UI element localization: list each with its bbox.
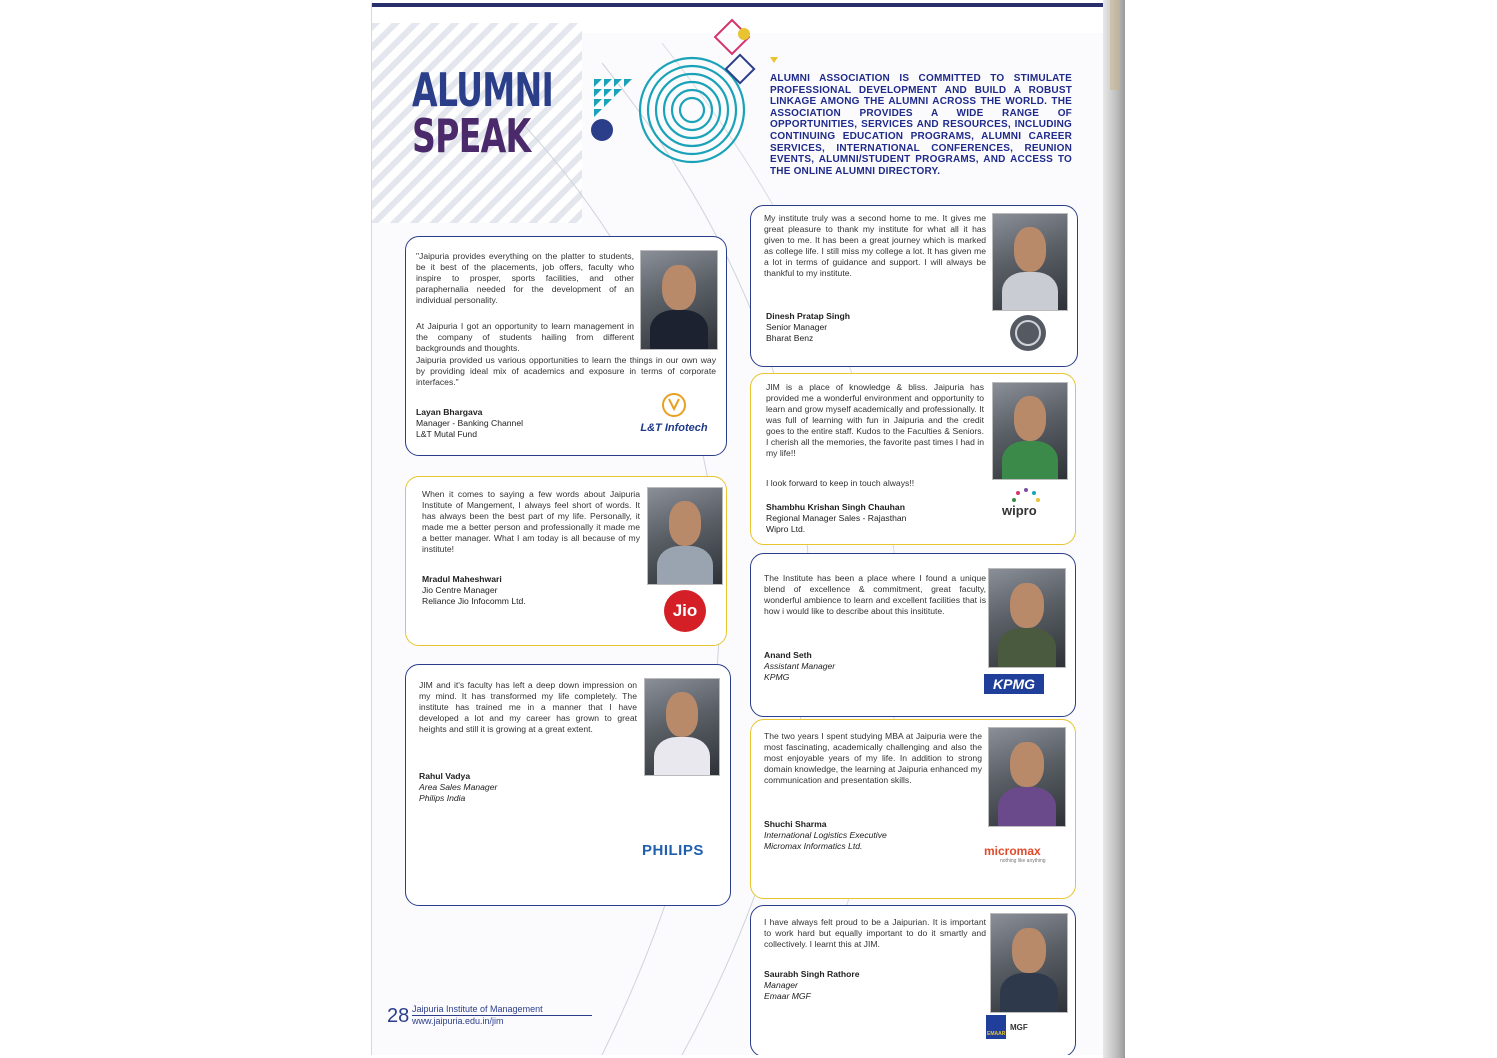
photo-dinesh	[992, 213, 1068, 311]
quote-layan-1: "Jaipuria provides everything on the platter to students, be it best of the placements, job offers, faculty who inspire to prosper, sports facilities, and other paraphernalia needed for the development of an individual personality.	[416, 251, 634, 305]
photo-anand	[988, 568, 1066, 668]
photo-layan	[640, 250, 718, 350]
decor-graphics	[582, 17, 782, 167]
spine-edge	[1110, 0, 1120, 90]
photo-rahul	[644, 678, 720, 776]
quote-shuchi: The two years I spent studying MBA at Jaipuria were the most fascinating, academically challenging and also the most enjoyable years of my life. In addition to strong domain knowledge, the learning at Jaipuria enhanced my communication and presentation skills.	[764, 731, 982, 785]
name-layan: Layan Bhargava Manager - Banking Channel L&T Mutal Fund	[416, 407, 524, 439]
quote-mradul: When it comes to saying a few words about Jaipuria Institute of Mangement, I always feel short of words. It has always been the best part of my life. Personally, it made me a better person and professionally it made me a better manager. What I am today is all because of my institute!	[422, 489, 640, 554]
logo-kpmg: KPMG	[984, 674, 1044, 694]
photo-shuchi	[988, 727, 1066, 827]
quote-layan-3: Jaipuria provided us various opportunities to learn the things in our own way by providing ideal mix of academics and exposure in terms of corporate interfaces."	[416, 355, 716, 387]
logo-philips: PHILIPS	[642, 842, 704, 859]
quote-rahul: JIM and it's faculty has left a deep down impression on my mind. It has transformed my life completely. The institute has trained me in a manner that I have developed a lot and my career has grown to great heights and still it is growing at a great extent.	[419, 680, 637, 734]
quote-shambhu: JIM is a place of knowledge & bliss. Jaipuria has provided me a wonderful environment and opportunity to learn and grow myself academically and professionally. It was full of learning with fun in Jaipuria and the credit goes to the entire staff. Kudos to the Faculties & Seniors. I cherish all the memories, the favorite past times I had in my life!!	[766, 382, 984, 458]
name-dinesh: Dinesh Pratap Singh Senior Manager Bharat Benz	[766, 311, 851, 343]
book-spine	[1103, 0, 1125, 1058]
logo-lt-infotech: L&T Infotech	[634, 393, 714, 434]
name-shambhu: Shambhu Krishan Singh Chauhan Regional Manager Sales - Rajasthan Wipro Ltd.	[766, 502, 907, 534]
logo-wipro: wipro	[1000, 486, 1050, 526]
name-saurabh: Saurabh Singh Rathore Manager Emaar MGF	[764, 969, 860, 1001]
page-number: 28	[387, 1005, 410, 1027]
photo-mradul	[647, 487, 723, 585]
title-speak: SPEAK	[412, 109, 531, 163]
quote-saurabh: I have always felt proud to be a Jaipurian. It is important to work hard but equally important to do it smartly and collectively. I learnt this at JIM.	[764, 917, 986, 949]
quote-anand: The Institute has been a place where I found a unique blend of excellence & commitment, great faculty, wonderful ambience to learn and excellent facilities that is how i would like to describe about this insititute.	[764, 573, 986, 616]
lt-emblem-icon	[662, 393, 686, 417]
name-rahul: Rahul Vadya Area Sales Manager Philips India	[419, 771, 498, 803]
footer-institute: Jaipuria Institute of Management	[412, 1004, 543, 1014]
magazine-page	[371, 3, 1124, 1055]
name-shuchi: Shuchi Sharma International Logistics Executive Micromax Informatics Ltd.	[764, 819, 887, 851]
logo-micromax: micromax nothing like anything	[984, 844, 1046, 864]
title-alumni: ALUMNI	[412, 63, 554, 117]
name-anand: Anand Seth Assistant Manager KPMG	[764, 650, 836, 682]
photo-saurabh	[990, 913, 1068, 1013]
footer-url: www.jaipuria.edu.in/jim	[412, 1016, 504, 1026]
photo-shambhu	[992, 382, 1068, 480]
name-mradul: Mradul Maheshwari Jio Centre Manager Reliance Jio Infocomm Ltd.	[422, 574, 526, 606]
quote-dinesh: My institute truly was a second home to me. It gives me great pleasure to thank my institute for what all it has given to me. It has been a great journey which is marked as college life. I still miss my college a lot. It has given me a lot in terms of guidance and support. I will always be thankful to my institute.	[764, 213, 986, 278]
logo-emaar-mgf: EMAAR MGF	[986, 1015, 1030, 1039]
bharatbenz-logo-icon	[1008, 313, 1048, 353]
intro-text: ALUMNI ASSOCIATION IS COMMITTED TO STIMULATE PROFESSIONAL DEVELOPMENT AND BUILD A ROBUST LINKAGE AMONG THE ALUMNI ACROSS THE WORLD. THE ASSOCIATION PROVIDES A WIDE RANGE OF OPPORTUNITIES, SERVICES AND RESOURCES, INCLUDING CONTINUING EDUCATION PROGRAMS, ALUMNI CAREER SERVICES, INTERNATIONAL CONFERENCES, REUNION EVENTS, ALUMNI/STUDENT PROGRAMS, AND ACCESS TO THE ONLINE ALUMNI DIRECTORY.	[770, 73, 1072, 177]
quote-layan-2: At Jaipuria I got an opportunity to learn management in the company of students hailing from different backgrounds and thoughts.	[416, 321, 634, 353]
footer-rule	[412, 1015, 592, 1016]
logo-jio: Jio	[664, 590, 706, 632]
quote-shambhu-2: I look forward to keep in touch always!!	[766, 478, 915, 488]
